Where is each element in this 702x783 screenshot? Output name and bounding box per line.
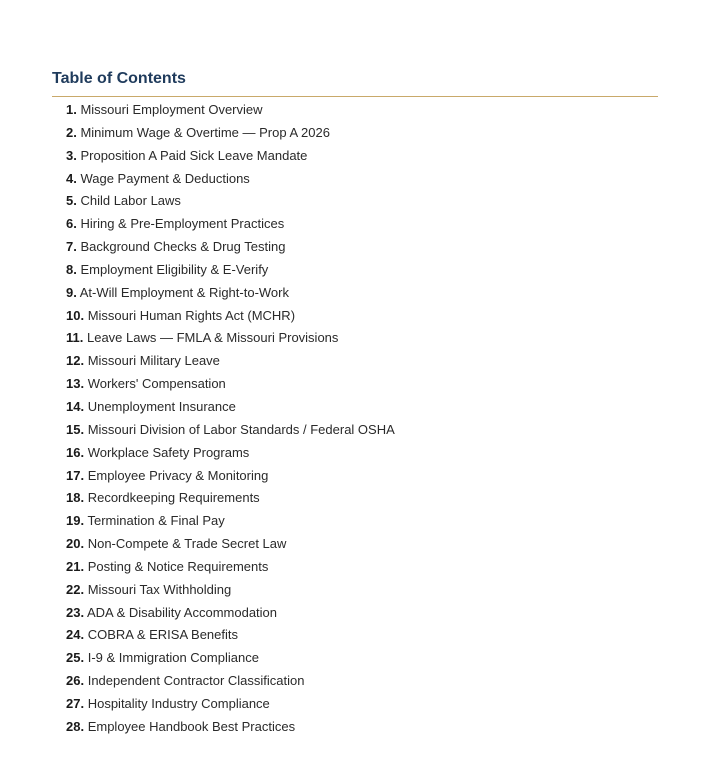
toc-item-label: Minimum Wage & Overtime — Prop A 2026 bbox=[80, 124, 330, 140]
toc-item-label: Employee Handbook Best Practices bbox=[87, 718, 296, 734]
toc-item[interactable] bbox=[66, 602, 658, 625]
toc-item-label: Background Checks & Drug Testing bbox=[80, 239, 286, 255]
toc-item[interactable] bbox=[66, 579, 658, 602]
toc-item[interactable] bbox=[66, 510, 658, 533]
toc-item-label: Wage Payment & Deductions bbox=[80, 170, 250, 186]
toc-item-number: 17. bbox=[66, 467, 85, 483]
toc-item-label: Unemployment Insurance bbox=[87, 398, 236, 414]
toc-item-number: 4. bbox=[66, 170, 77, 186]
toc-item[interactable] bbox=[66, 533, 658, 556]
toc-item-number: 19. bbox=[66, 513, 85, 529]
toc-item-number: 8. bbox=[66, 261, 77, 277]
toc-item-label: Proposition A Paid Sick Leave Mandate bbox=[80, 147, 308, 163]
toc-item[interactable] bbox=[66, 213, 658, 236]
toc-item-number: 9. bbox=[66, 284, 77, 300]
toc-item-label: Independent Contractor Classification bbox=[87, 673, 305, 689]
toc-item-number: 26. bbox=[66, 673, 85, 689]
toc-item-number: 7. bbox=[66, 239, 77, 255]
toc-item-label: Recordkeeping Requirements bbox=[87, 490, 260, 506]
toc-title: Table of Contents bbox=[52, 70, 186, 87]
toc-item-number: 25. bbox=[66, 650, 85, 666]
toc-item-label: Workplace Safety Programs bbox=[87, 444, 250, 460]
toc-item-label: Missouri Division of Labor Standards / Federal OSHA bbox=[87, 421, 395, 437]
toc-item[interactable] bbox=[66, 327, 658, 350]
toc-item[interactable] bbox=[66, 168, 658, 191]
toc-item-label: Child Labor Laws bbox=[80, 193, 181, 209]
toc-item-number: 21. bbox=[66, 558, 85, 574]
toc-item[interactable] bbox=[66, 259, 658, 282]
toc-item-label: At-Will Employment & Right-to-Work bbox=[79, 284, 289, 300]
toc-item[interactable] bbox=[66, 419, 658, 442]
toc-item[interactable] bbox=[66, 396, 658, 419]
toc-item-label: Termination & Final Pay bbox=[87, 513, 225, 529]
toc-item[interactable] bbox=[66, 373, 658, 396]
table-of-contents bbox=[52, 69, 658, 739]
toc-item[interactable] bbox=[66, 145, 658, 168]
toc-item-label: Leave Laws — FMLA & Missouri Provisions bbox=[86, 330, 339, 346]
toc-item[interactable] bbox=[66, 282, 658, 305]
title-divider bbox=[52, 96, 658, 97]
toc-item-number: 6. bbox=[66, 216, 77, 232]
toc-item-number: 12. bbox=[66, 353, 85, 369]
toc-item[interactable] bbox=[66, 350, 658, 373]
toc-item-number: 27. bbox=[66, 695, 85, 711]
toc-item-number: 23. bbox=[66, 604, 85, 620]
toc-item[interactable] bbox=[66, 716, 658, 739]
toc-item[interactable] bbox=[66, 670, 658, 693]
toc-item-number: 24. bbox=[66, 627, 85, 643]
toc-item-number: 11. bbox=[66, 330, 84, 346]
toc-item-label: Hospitality Industry Compliance bbox=[87, 695, 270, 711]
toc-item[interactable] bbox=[66, 556, 658, 579]
toc-item[interactable] bbox=[66, 693, 658, 716]
toc-item-number: 3. bbox=[66, 147, 77, 163]
toc-item-label: Workers' Compensation bbox=[87, 376, 226, 392]
toc-item-label: Missouri Employment Overview bbox=[80, 102, 263, 117]
toc-item-number: 14. bbox=[66, 398, 85, 414]
toc-item-number: 2. bbox=[66, 124, 77, 140]
toc-item-number: 20. bbox=[66, 536, 85, 552]
toc-item-label: I-9 & Immigration Compliance bbox=[87, 650, 259, 666]
toc-item-label: Missouri Human Rights Act (MCHR) bbox=[87, 307, 296, 323]
toc-item-label: Employment Eligibility & E-Verify bbox=[80, 261, 269, 277]
toc-item-number: 22. bbox=[66, 581, 85, 597]
toc-item[interactable] bbox=[66, 122, 658, 145]
toc-item-number: 16. bbox=[66, 444, 85, 460]
toc-item-label: Employee Privacy & Monitoring bbox=[87, 467, 269, 483]
toc-list bbox=[52, 99, 658, 739]
toc-item[interactable] bbox=[66, 190, 658, 213]
toc-item-label: Posting & Notice Requirements bbox=[87, 558, 269, 574]
toc-item-number: 10. bbox=[66, 307, 85, 323]
toc-item[interactable] bbox=[66, 236, 658, 259]
toc-item-label: ADA & Disability Accommodation bbox=[86, 604, 278, 620]
toc-item-number: 13. bbox=[66, 376, 85, 392]
toc-item[interactable] bbox=[66, 99, 658, 122]
toc-item-label: Non-Compete & Trade Secret Law bbox=[87, 536, 287, 552]
toc-item-label: COBRA & ERISA Benefits bbox=[87, 627, 238, 643]
toc-item-number: 5. bbox=[66, 193, 77, 209]
toc-item-label: Missouri Tax Withholding bbox=[87, 581, 232, 597]
toc-item[interactable] bbox=[66, 487, 658, 510]
toc-item[interactable] bbox=[66, 647, 658, 670]
toc-item-label: Missouri Military Leave bbox=[87, 353, 220, 369]
toc-item-number: 28. bbox=[66, 718, 85, 734]
toc-item[interactable] bbox=[66, 624, 658, 647]
toc-item-number: 1. bbox=[66, 102, 77, 117]
toc-item[interactable] bbox=[66, 465, 658, 488]
toc-item[interactable] bbox=[66, 442, 658, 465]
toc-item-number: 15. bbox=[66, 421, 85, 437]
toc-item[interactable] bbox=[66, 305, 658, 328]
toc-item-label: Hiring & Pre-Employment Practices bbox=[80, 216, 285, 232]
toc-item-number: 18. bbox=[66, 490, 85, 506]
